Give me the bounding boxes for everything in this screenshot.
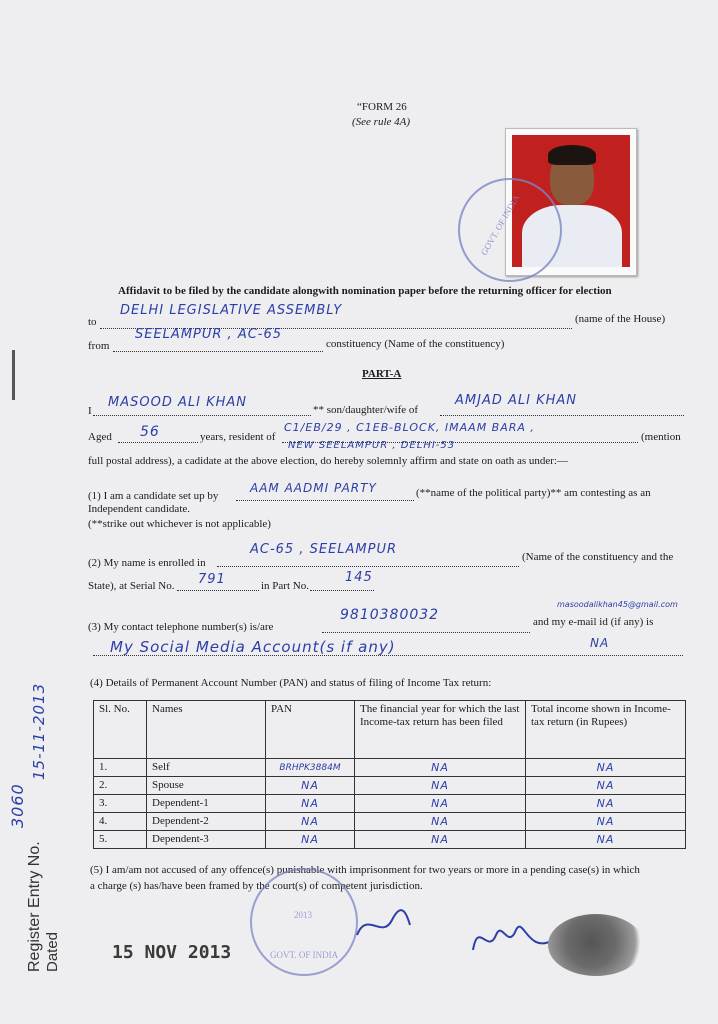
row-sl: 3. — [94, 795, 147, 813]
part-heading: PART-A — [362, 368, 402, 380]
enrolled-line — [217, 566, 519, 567]
date-stamp: 15 NOV 2013 — [112, 942, 232, 963]
postal-line: full postal address), a cadidate at the above election, do hereby solemnly affirm and state on oath as under:— — [88, 455, 568, 467]
row-income: NA — [526, 759, 686, 777]
clause-2-suffix: (Name of the constituency and the — [522, 551, 674, 563]
part-no-line — [310, 590, 374, 591]
father-line — [440, 415, 684, 416]
header-pan: PAN — [266, 701, 355, 759]
row-pan: BRHPK3884M — [266, 759, 355, 777]
clause-3-label: (3) My contact telephone number(s) is/are — [88, 621, 274, 633]
enrolled-value: AC-65 , SEELAMPUR — [250, 542, 398, 557]
form-rule: (See rule 4A) — [352, 116, 411, 128]
row-year: NA — [355, 795, 526, 813]
header-names: Names — [147, 701, 266, 759]
party-value: AAM AADMI PARTY — [250, 481, 377, 495]
clause-3-suffix: and my e-mail id (if any) is — [533, 616, 654, 628]
clause-5-text: (5) I am/am not accused of any offence(s) punishable with imprisonment for two years or more in a pending case(s) in which — [90, 864, 640, 876]
row-sl: 5. — [94, 831, 147, 849]
row-income: NA — [526, 795, 686, 813]
i-label: I — [88, 405, 92, 417]
clause-4-text: (4) Details of Permanent Account Number (PAN) and status of filing of Income Tax return: — [90, 677, 492, 689]
name-line — [93, 415, 311, 416]
social-media-note: My Social Media Account(s if any) — [110, 638, 396, 656]
pan-table — [93, 700, 686, 849]
row-name: Dependent-1 — [147, 795, 266, 813]
row-name: Dependent-3 — [147, 831, 266, 849]
header-sl: Sl. No. — [94, 701, 147, 759]
phone-line — [322, 632, 530, 633]
dated-value: 15-11-2013 — [30, 682, 48, 780]
candidate-name: MASOOD ALI KHAN — [108, 395, 247, 410]
row-name: Spouse — [147, 777, 266, 795]
resident-label: years, resident of — [200, 431, 276, 443]
table-row — [94, 813, 686, 831]
notary-stamp-top: GOVT. OF INDIA — [458, 178, 562, 282]
punch-mark — [12, 350, 15, 400]
row-year: NA — [355, 759, 526, 777]
dated-label: Dated — [44, 931, 61, 972]
row-year: NA — [355, 813, 526, 831]
thumbprint — [548, 914, 644, 976]
notary-stamp-bottom: GOVT. OF INDIA 2013 — [250, 868, 358, 976]
table-row — [94, 795, 686, 813]
table-row — [94, 831, 686, 849]
row-sl: 2. — [94, 777, 147, 795]
row-sl: 4. — [94, 813, 147, 831]
email-value: masoodalikhan45@gmail.com — [557, 600, 678, 609]
constituency-suffix: constituency (Name of the constituency) — [326, 338, 505, 350]
clause-1-suffix: (**name of the political party)** am contesting as an — [416, 487, 651, 499]
row-year: NA — [355, 831, 526, 849]
row-pan: NA — [266, 777, 355, 795]
serial-line — [177, 590, 259, 591]
clause-1-note: (**strike out whichever is not applicable) — [88, 518, 271, 530]
house-value: DELHI LEGISLATIVE ASSEMBLY — [120, 303, 343, 318]
constituency-line — [113, 351, 323, 352]
row-pan: NA — [266, 813, 355, 831]
row-income: NA — [526, 777, 686, 795]
serial-value: 791 — [198, 572, 226, 587]
clause-1-label: (1) I am a candidate set up by — [88, 490, 219, 502]
row-income: NA — [526, 813, 686, 831]
clause-5-line2: a charge (s) has/have been framed by the court(s) of competent jurisdiction. — [90, 880, 423, 892]
header-income: Total income shown in Income-tax return (in Rupees) — [526, 701, 686, 759]
table-row — [94, 759, 686, 777]
row-income: NA — [526, 831, 686, 849]
affidavit-heading: Affidavit to be filed by the candidate alongwith nomination paper before the returning officer for election — [118, 285, 612, 297]
house-suffix: (name of the House) — [575, 313, 666, 325]
mention-label: (mention — [641, 431, 681, 443]
part-no-value: 145 — [345, 570, 373, 585]
son-label: ** son/daughter/wife of — [313, 404, 419, 416]
row-name: Self — [147, 759, 266, 777]
constituency-value: SEELAMPUR , AC-65 — [135, 327, 283, 342]
age-value: 56 — [140, 424, 160, 440]
aged-label: Aged — [88, 431, 112, 443]
row-pan: NA — [266, 795, 355, 813]
row-name: Dependent-2 — [147, 813, 266, 831]
row-sl: 1. — [94, 759, 147, 777]
phone-value: 9810380032 — [340, 607, 440, 623]
address-line-1: C1/EB/29 , C1EB-BLOCK, IMAAM BARA , — [284, 421, 535, 434]
part-no-label: in Part No. — [261, 580, 309, 592]
age-line — [118, 442, 198, 443]
form-title: “FORM 26 — [357, 101, 407, 113]
clause-1-line2: Independent candidate. — [88, 503, 191, 515]
father-name: AMJAD ALI KHAN — [455, 393, 577, 408]
row-pan: NA — [266, 831, 355, 849]
serial-label: State), at Serial No. — [88, 580, 175, 592]
party-line — [236, 500, 414, 501]
table-row — [94, 777, 686, 795]
signature-scribble-small — [352, 905, 412, 945]
signature — [468, 910, 558, 965]
from-label: from — [88, 340, 110, 352]
to-label: to — [88, 316, 97, 328]
email-na: NA — [590, 636, 610, 650]
address-line-2: NEW SEELAMPUR , DELHI-53 — [288, 440, 456, 451]
clause-2-label: (2) My name is enrolled in — [88, 557, 206, 569]
register-entry-value: 3060 — [8, 783, 27, 828]
header-fy: The financial year for which the last Income-tax return has been filed — [355, 701, 526, 759]
register-entry-label: Register Entry No. — [26, 841, 43, 972]
row-year: NA — [355, 777, 526, 795]
